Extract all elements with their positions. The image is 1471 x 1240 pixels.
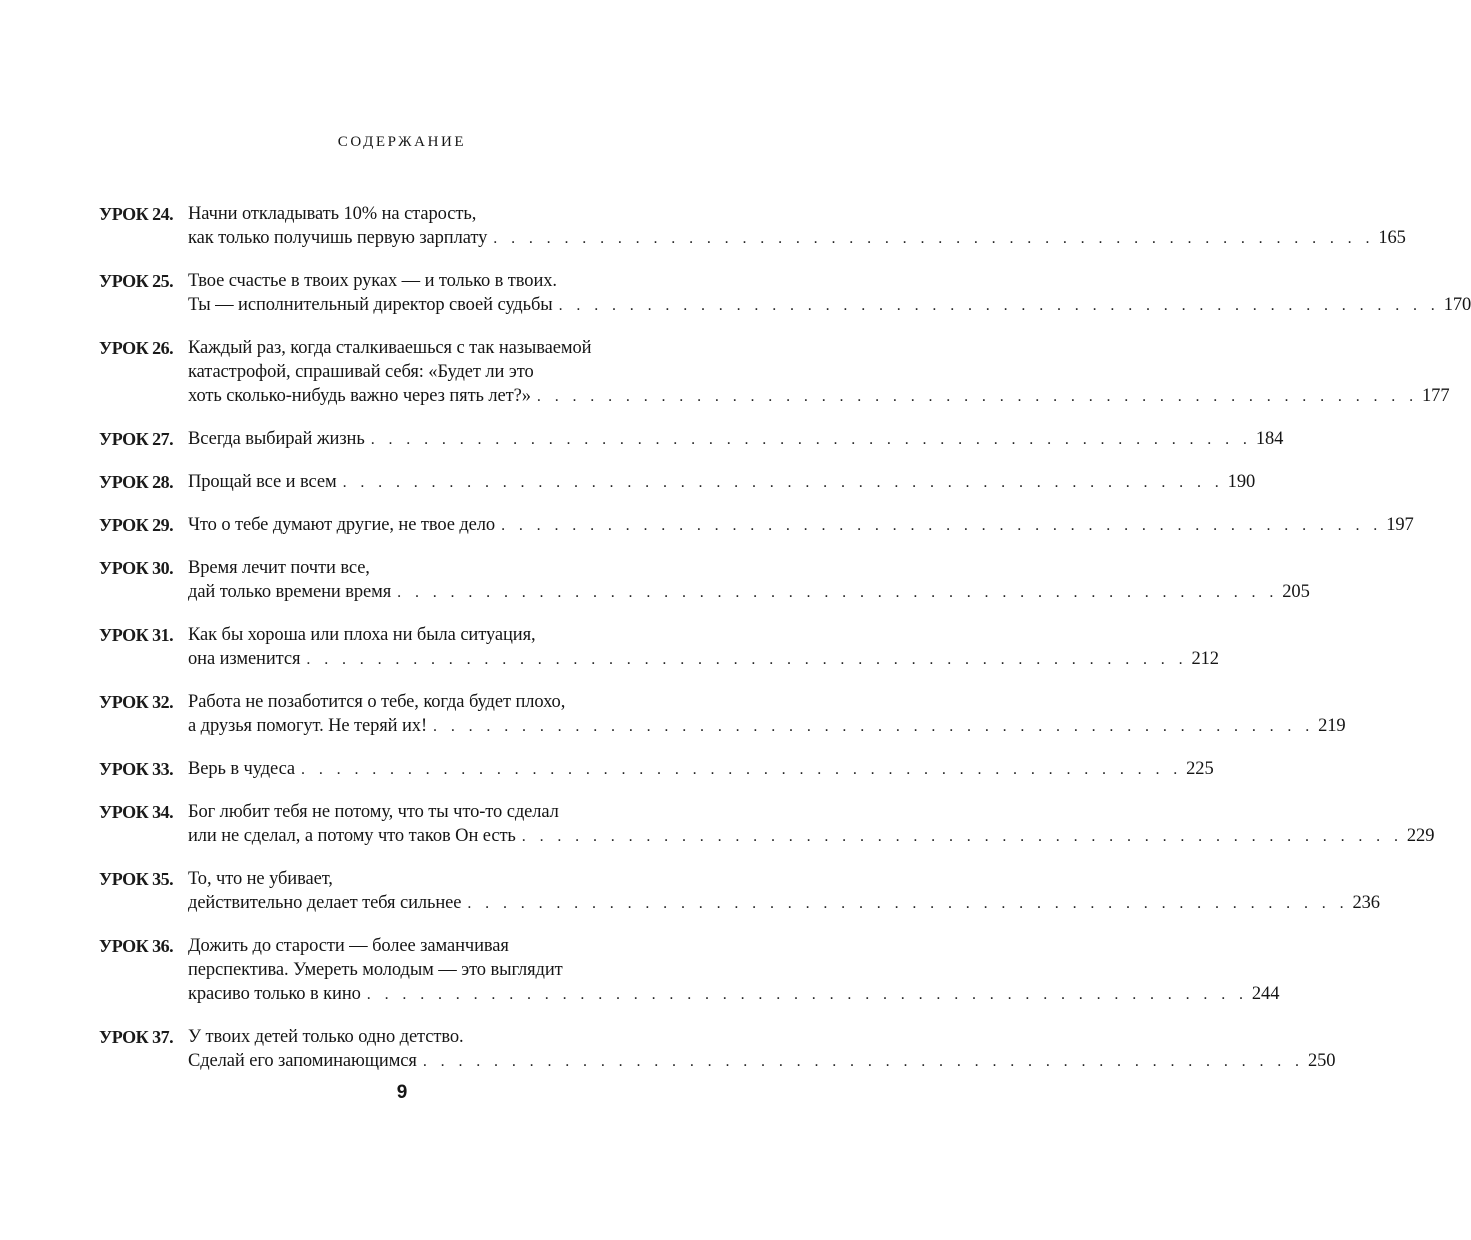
toc-entry-title-line: катастрофой, спрашивай себя: «Будет ли это [188,362,534,382]
dot-leader: . . . . . . . . . . . . . . . . . . . . . . . . . . . . . . . . . . . . . . . . . . . . . . . . . . [493,230,1375,247]
toc-entry-title-line: Ты — исполнительный директор своей судьбы [188,295,553,315]
toc-entry-label: УРОК 37. [99,1027,174,1047]
toc-entry-title [188,513,1414,538]
toc-entry-title-line: а друзья помогут. Не теряй их! [188,716,428,736]
dot-leader: . . . . . . . . . . . . . . . . . . . . . . . . . . . . . . . . . . . . . . . . . . . . . . . . . . [366,986,1248,1003]
toc-entry-label: УРОК 31. [99,625,174,645]
toc-entry-title-line: Каждый раз, когда сталкиваешься с так называемой [188,338,592,358]
toc-entry-page: 236 [1352,893,1380,913]
toc-entry-title [188,427,1284,452]
toc-entry-page: 250 [1307,1051,1336,1071]
dot-leader: . . . . . . . . . . . . . . . . . . . . . . . . . . . . . . . . . . . . . . . . . . . . . . . . . . [467,895,1349,912]
toc-entry-page: 197 [1386,515,1414,535]
dot-leader: . . . . . . . . . . . . . . . . . . . . . . . . . . . . . . . . . . . . . . . . . . . . . . . . . . [501,517,1383,534]
table-of-contents [99,202,1471,1092]
toc-entry-last-line [188,1049,1336,1074]
toc-entry-label: УРОК 28. [99,472,174,492]
toc-entry-page: 212 [1191,649,1219,669]
toc-entry [99,1025,1336,1074]
toc-entry-title-line: Работа не позаботится о тебе, когда будет плохо, [188,692,566,712]
toc-entry-page: 184 [1255,429,1284,449]
toc-entry-title-line: она изменится [188,649,301,669]
toc-entry-title-line: Всегда выбирай жизнь [188,429,365,449]
toc-entry-last-line [188,293,1471,318]
dot-leader: . . . . . . . . . . . . . . . . . . . . . . . . . . . . . . . . . . . . . . . . . . . . . . . . . . [422,1053,1304,1070]
toc-entry [99,202,1406,251]
toc-entry [99,690,1346,739]
toc-entry-label: УРОК 26. [99,338,174,358]
toc-entry-title-line: Начни откладывать 10% на старость, [188,204,477,224]
toc-entry [99,867,1380,916]
dot-leader: . . . . . . . . . . . . . . . . . . . . . . . . . . . . . . . . . . . . . . . . . . . . . . . . . . [342,474,1224,491]
contents-heading: СОДЕРЖАНИЕ [337,134,467,150]
toc-entry-title [188,623,1219,672]
toc-entry-title-line: Дожить до старости — более заманчивая [188,936,509,956]
toc-entry-page: 244 [1251,984,1280,1004]
toc-entry-title-line: Бог любит тебя не потому, что ты что-то сделал [188,802,559,822]
toc-entry-last-line [188,580,1310,605]
toc-entry [99,427,1284,452]
toc-entry-title-line: Верь в чудеса [188,759,296,779]
toc-entry-page: 205 [1282,582,1310,602]
toc-entry-title-line: хоть сколько-нибудь важно через пять лет?» [188,386,531,406]
page-number: 9 [396,1082,408,1103]
dot-leader: . . . . . . . . . . . . . . . . . . . . . . . . . . . . . . . . . . . . . . . . . . . . . . . . . . [558,297,1440,314]
dot-leader: . . . . . . . . . . . . . . . . . . . . . . . . . . . . . . . . . . . . . . . . . . . . . . . . . . [433,718,1315,735]
toc-entry-label: УРОК 33. [99,759,174,779]
toc-entry [99,513,1414,538]
toc-entry-title-line: действительно делает тебя сильнее [188,893,462,913]
toc-entry-label: УРОК 35. [99,869,174,889]
dot-leader: . . . . . . . . . . . . . . . . . . . . . . . . . . . . . . . . . . . . . . . . . . . . . . . . . . [370,431,1252,448]
toc-entry-title [188,202,1406,251]
toc-entry [99,269,1471,318]
toc-entry-last-line [188,982,1280,1007]
toc-entry-label: УРОК 32. [99,692,174,712]
toc-entry-last-line [188,891,1380,916]
toc-entry-last-line [188,384,1450,409]
toc-entry-page: 219 [1318,716,1346,736]
toc-entry-title [188,690,1346,739]
toc-entry-title [188,556,1310,605]
dot-leader: . . . . . . . . . . . . . . . . . . . . . . . . . . . . . . . . . . . . . . . . . . . . . . . . . . [397,584,1279,601]
toc-entry [99,556,1310,605]
toc-entry-last-line [188,714,1346,739]
toc-entry-label: УРОК 27. [99,429,174,449]
toc-entry-title-line: То, что не убивает, [188,869,333,889]
toc-entry-title-line: Твое счастье в твоих руках — и только в твоих. [188,271,557,291]
toc-entry-title-line: Как бы хороша или плоха ни была ситуация, [188,625,536,645]
toc-entry-page: 229 [1406,826,1435,846]
toc-entry-label: УРОК 25. [99,271,174,291]
toc-entry [99,623,1219,672]
toc-entry-page: 170 [1443,295,1471,315]
toc-entry-title-line: Что о тебе думают другие, не твое дело [188,515,496,535]
toc-entry-page: 177 [1422,386,1450,406]
toc-entry-label: УРОК 29. [99,515,174,535]
toc-entry-last-line [188,470,1256,495]
dot-leader: . . . . . . . . . . . . . . . . . . . . . . . . . . . . . . . . . . . . . . . . . . . . . . . . . . [306,651,1188,668]
toc-entry-title-line: или не сделал, а потому что таков Он есть [188,826,516,846]
toc-entry-page: 165 [1378,228,1406,248]
toc-entry-title [188,470,1256,495]
toc-entry-title-line: У твоих детей только одно детство. [188,1027,464,1047]
toc-entry-label: УРОК 30. [99,558,174,578]
toc-entry [99,757,1214,782]
toc-entry-label: УРОК 24. [99,204,174,224]
toc-entry [99,800,1435,849]
toc-entry-title [188,867,1380,916]
toc-entry-title-line: как только получишь первую зарплату [188,228,488,248]
toc-entry-title [188,1025,1336,1074]
toc-entry-title-line: дай только времени время [188,582,392,602]
dot-leader: . . . . . . . . . . . . . . . . . . . . . . . . . . . . . . . . . . . . . . . . . . . . . . . . . . [301,761,1183,778]
toc-entry-page: 190 [1227,472,1256,492]
toc-entry-title [188,800,1435,849]
toc-entry-title-line: Сделай его запоминающимся [188,1051,417,1071]
toc-entry-last-line [188,824,1435,849]
toc-entry-title [188,757,1214,782]
toc-entry-title-line: Время лечит почти все, [188,558,370,578]
toc-entry-last-line [188,647,1219,672]
toc-entry-last-line [188,427,1284,452]
toc-entry-label: УРОК 36. [99,936,174,956]
toc-entry-title-line: перспектива. Умереть молодым — это выглядит [188,960,563,980]
toc-entry-title [188,336,1450,409]
dot-leader: . . . . . . . . . . . . . . . . . . . . . . . . . . . . . . . . . . . . . . . . . . . . . . . . . . [536,388,1419,405]
toc-entry-title [188,934,1280,1007]
toc-entry-title-line: красиво только в кино [188,984,361,1004]
toc-entry-page: 225 [1186,759,1214,779]
toc-entry-last-line [188,513,1414,538]
toc-entry-title [188,269,1471,318]
toc-entry-last-line [188,226,1406,251]
toc-entry [99,336,1450,409]
toc-entry-title-line: Прощай все и всем [188,472,337,492]
toc-entry-last-line [188,757,1214,782]
toc-entry-label: УРОК 34. [99,802,174,822]
toc-entry [99,934,1280,1007]
toc-entry [99,470,1256,495]
dot-leader: . . . . . . . . . . . . . . . . . . . . . . . . . . . . . . . . . . . . . . . . . . . . . . . . . . [521,828,1403,845]
